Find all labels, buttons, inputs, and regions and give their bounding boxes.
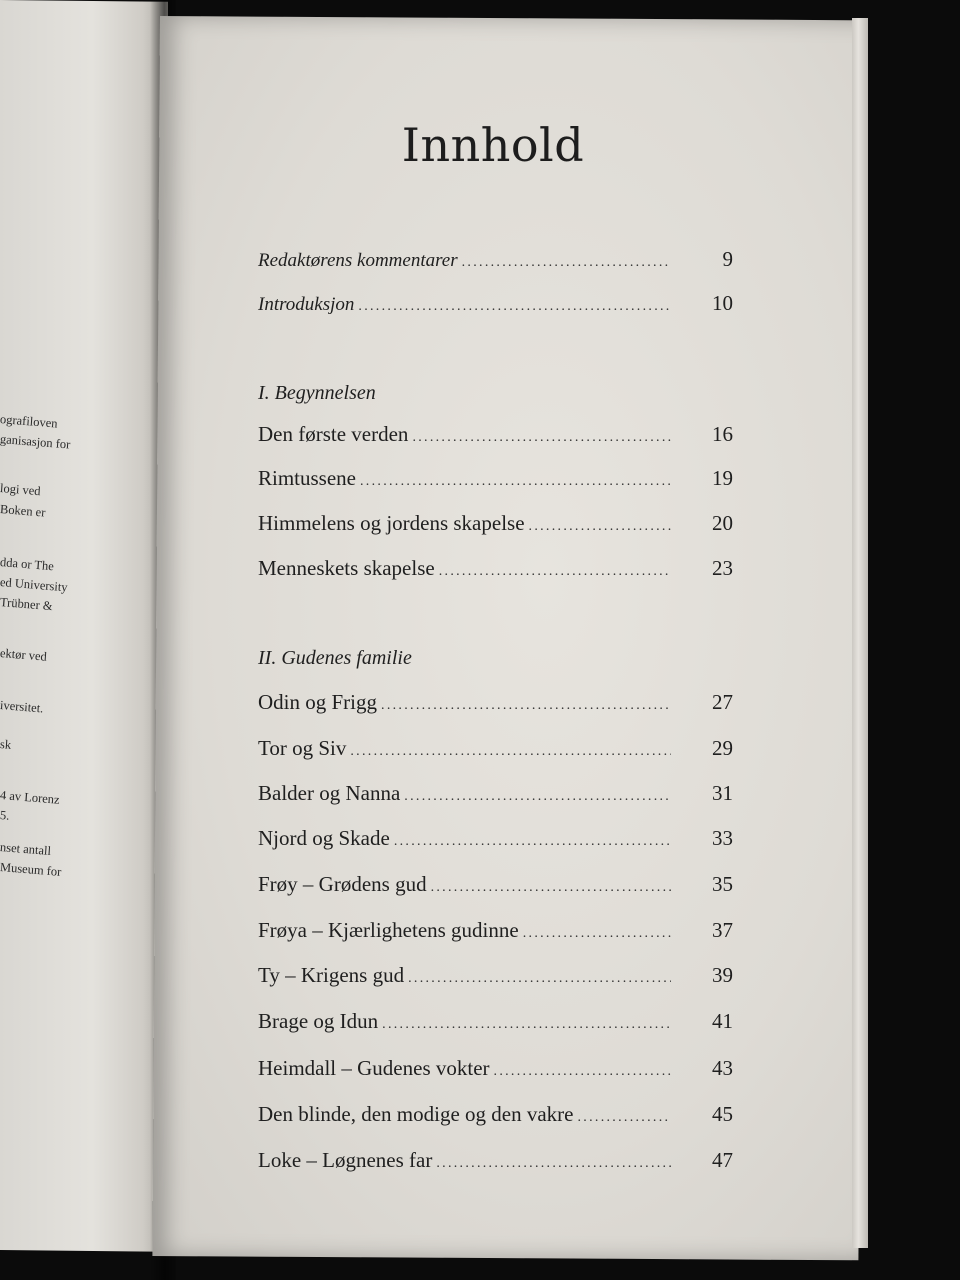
- left-page-line: 4 av Lorenz: [0, 788, 61, 807]
- left-page-line: iversitet.: [0, 698, 44, 716]
- dot-leader: [431, 880, 671, 896]
- dot-leader: [462, 255, 671, 271]
- toc-entry-title: Odin og Frigg: [258, 690, 378, 714]
- left-page-line: Boken er: [0, 502, 46, 520]
- toc-entry: [258, 556, 733, 586]
- dot-leader: [408, 971, 671, 987]
- toc-entry: [258, 1056, 733, 1086]
- toc-entry: [258, 422, 733, 452]
- toc-entry: [258, 872, 733, 902]
- left-page: [0, 0, 168, 1252]
- toc-page-number: 19: [712, 466, 733, 490]
- toc-page-number: 9: [722, 247, 733, 271]
- toc-page-number: 47: [712, 1148, 733, 1172]
- toc-page-number: 37: [712, 918, 733, 942]
- dot-leader: [439, 564, 671, 580]
- toc-entry: [258, 1102, 733, 1132]
- dot-leader: [360, 474, 671, 490]
- dot-leader: [350, 744, 671, 760]
- toc-entry-title: Rimtussene: [258, 466, 356, 490]
- dot-leader: [381, 698, 671, 714]
- toc-entry-title: Njord og Skade: [258, 826, 390, 850]
- toc-page-number: 23: [712, 556, 733, 580]
- dot-leader: [578, 1110, 672, 1126]
- toc-entry-title: Introduksjon: [258, 294, 355, 315]
- left-page-line: sk: [0, 737, 12, 752]
- left-page-line: ektør ved: [0, 646, 48, 664]
- dot-leader: [412, 430, 671, 446]
- toc-entry: [258, 511, 733, 541]
- left-page-line: ografiloven: [0, 412, 59, 431]
- toc-entry: [258, 1148, 733, 1178]
- toc-entry-title: Tor og Siv: [258, 736, 347, 760]
- toc-page-number: 10: [712, 291, 733, 315]
- toc-page-number: 41: [712, 1009, 733, 1033]
- toc-entry: [258, 781, 733, 811]
- toc-page-number: 33: [712, 826, 733, 850]
- left-page-line: ed University: [0, 575, 69, 595]
- toc-entry-title: Redaktørens kommentarer: [258, 250, 458, 271]
- toc-page-number: 20: [712, 511, 733, 535]
- toc-page-number: 45: [712, 1102, 733, 1126]
- toc-entry-title: Den første verden: [258, 422, 409, 446]
- toc-entry-title: Ty – Krigens gud: [258, 963, 405, 987]
- dot-leader: [494, 1064, 671, 1080]
- dot-leader: [358, 299, 671, 315]
- dot-leader: [394, 834, 671, 850]
- left-page-line: Trübner &: [0, 595, 54, 614]
- toc-page-number: 27: [712, 690, 733, 714]
- toc-page-number: 43: [712, 1056, 733, 1080]
- dot-leader: [436, 1156, 671, 1172]
- toc-entry-title: Frøya – Kjærlighetens gudinne: [258, 918, 519, 942]
- left-page-line: logi ved: [0, 481, 42, 499]
- toc-page-number: 29: [712, 736, 733, 760]
- dot-leader: [404, 789, 671, 805]
- left-page-line: dda or The: [0, 555, 55, 574]
- dot-leader: [523, 926, 671, 942]
- toc-entry: [258, 466, 733, 496]
- left-page-line: 5.: [0, 808, 10, 823]
- toc-entry: [258, 963, 733, 993]
- toc-entry: [258, 291, 733, 321]
- toc-entry: [258, 918, 733, 948]
- toc-entry-title: Heimdall – Gudenes vokter: [258, 1056, 490, 1080]
- section-heading: II. Gudenes familie: [258, 647, 412, 669]
- toc-entry: [258, 690, 733, 720]
- left-page-line: nset antall: [0, 840, 52, 859]
- toc-entry-title: Den blinde, den modige og den vakre: [258, 1102, 574, 1126]
- toc-entry-title: Brage og Idun: [258, 1009, 379, 1033]
- toc-title: Innhold: [401, 118, 585, 172]
- toc-entry-title: Frøy – Grødens gud: [258, 872, 427, 896]
- toc-entry-title: Himmelens og jordens skapelse: [258, 511, 525, 535]
- toc-page-number: 39: [712, 963, 733, 987]
- toc-entry: [258, 1009, 733, 1039]
- toc-entry: [258, 736, 733, 766]
- page-edges: [852, 18, 868, 1248]
- toc-page-number: 31: [712, 781, 733, 805]
- toc-entry: [258, 247, 733, 277]
- toc-entry-title: Balder og Nanna: [258, 781, 401, 805]
- toc-entry-title: Loke – Løgnenes far: [258, 1148, 433, 1172]
- dot-leader: [529, 519, 671, 535]
- toc-page-number: 16: [712, 422, 733, 446]
- left-page-line: Museum for: [0, 860, 62, 879]
- left-page-line: ganisasjon for: [0, 432, 71, 452]
- toc-entry-title: Menneskets skapelse: [258, 556, 435, 580]
- toc-entry: [258, 826, 733, 856]
- dot-leader: [382, 1017, 671, 1033]
- section-heading: I. Begynnelsen: [258, 382, 376, 404]
- toc-page-number: 35: [712, 872, 733, 896]
